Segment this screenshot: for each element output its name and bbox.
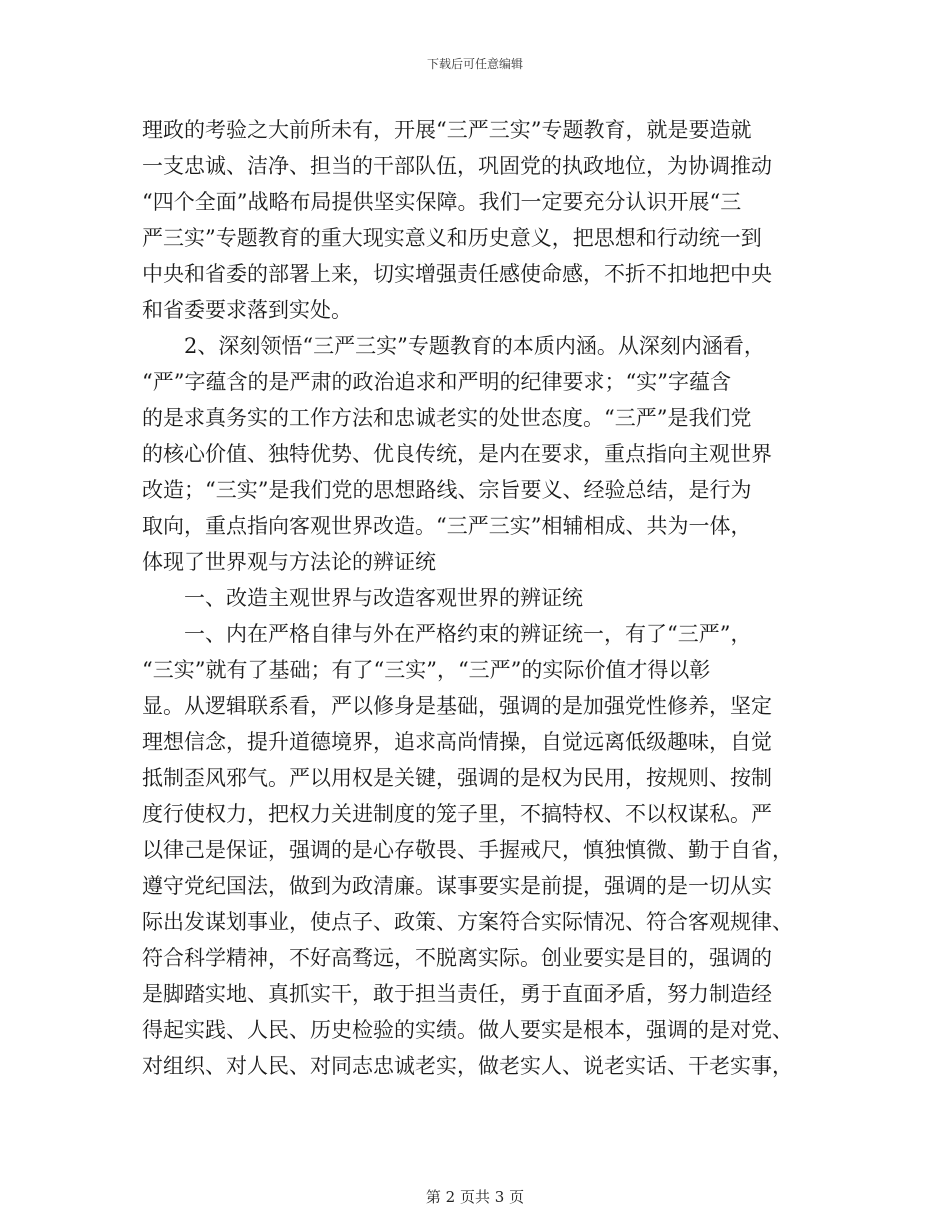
text-line: “四个全面”战略布局提供坚实保障。我们一定要充分认识开展“三 (142, 190, 742, 214)
text-line: 一支忠诚、洁净、担当的干部队伍，巩固党的执政地位，为协调推动 (142, 154, 772, 178)
text-line: 体现了世界观与方法论的辨证统 (142, 550, 436, 574)
text-line: 的核心价值、独特优势、优良传统，是内在要求，重点指向主观世界 (142, 442, 772, 466)
text-line: 取向，重点指向客观世界改造。“三严三实”相辅相成、共为一体， (142, 514, 752, 538)
text-line: “严”字蕴含的是严肃的政治追求和严明的纪律要求；“实”字蕴含 (142, 370, 731, 394)
text-line: 和省委要求落到实处。 (142, 298, 352, 322)
text-line: 一、内在严格自律与外在严格约束的辨证统一，有了“三严”， (184, 622, 752, 646)
text-line: 抵制歪风邪气。严以用权是关键，强调的是权为民用，按规则、按制 (142, 766, 772, 790)
text-line: 理想信念，提升道德境界，追求高尚情操，自觉远离低级趣味，自觉 (142, 730, 772, 754)
text-line: 2、深刻领悟“三严三实”专题教育的本质内涵。从深刻内涵看， (184, 334, 765, 358)
page-header: 下载后可任意编辑 (426, 57, 523, 71)
text-line: 中央和省委的部署上来，切实增强责任感使命感，不折不扣地把中央 (142, 262, 772, 286)
text-line: 际出发谋划事业，使点子、政策、方案符合实际情况、符合客观规律、 (142, 910, 793, 934)
text-line: 度行使权力，把权力关进制度的笼子里，不搞特权、不以权谋私。严 (142, 802, 772, 826)
text-line: 以律己是保证，强调的是心存敬畏、手握戒尺，慎独慎微、勤于自省， (142, 838, 793, 862)
text-line: 得起实践、人民、历史检验的实绩。做人要实是根本，强调的是对党、 (142, 1018, 793, 1042)
page-footer: 第 2 页共 3 页 (425, 1188, 525, 1206)
text-line: “三实”就有了基础；有了“三实”，“三严”的实际价值才得以彰 (142, 658, 711, 682)
text-line: 是脚踏实地、真抓实干，敢于担当责任，勇于直面矛盾，努力制造经 (142, 982, 772, 1006)
text-line: 理政的考验之大前所未有，开展“三严三实”专题教育，就是要造就 (142, 118, 752, 142)
text-line: 符合科学精神，不好高骛远，不脱离实际。创业要实是目的，强调的 (142, 946, 772, 970)
text-line: 的是求真务实的工作方法和忠诚老实的处世态度。“三严”是我们党 (142, 406, 752, 430)
text-line: 严三实”专题教育的重大现实意义和历史意义，把思想和行动统一到 (142, 226, 762, 250)
text-line: 遵守党纪国法，做到为政清廉。谋事要实是前提，强调的是一切从实 (142, 874, 772, 898)
text-line: 对组织、对人民、对同志忠诚老实，做老实人、说老实话、干老实事， (142, 1054, 793, 1078)
text-line: 一、改造主观世界与改造客观世界的辨证统 (184, 586, 583, 610)
text-line: 显。从逻辑联系看，严以修身是基础，强调的是加强党性修养，坚定 (142, 694, 772, 718)
text-line: 改造；“三实”是我们党的思想路线、宗旨要义、经验总结，是行为 (142, 478, 752, 502)
document-body (142, 112, 822, 1084)
